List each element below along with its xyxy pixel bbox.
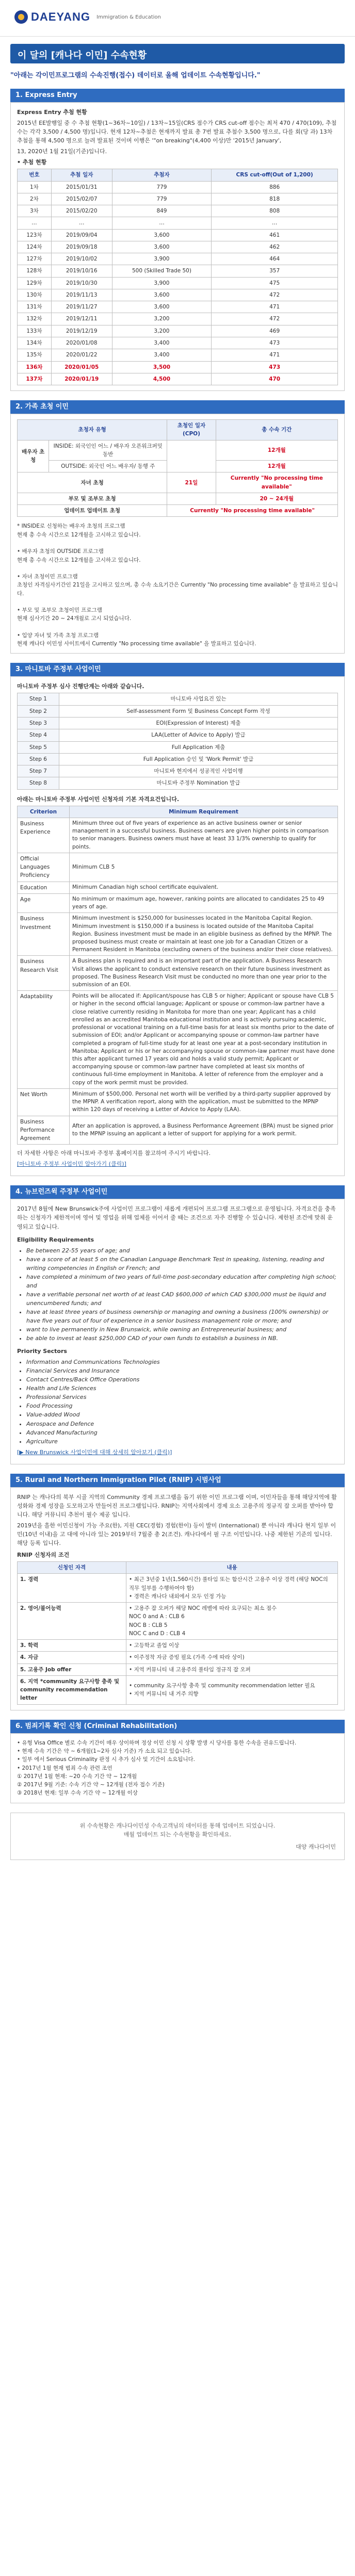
note-line: 현재 총 수속 시간으로 12개월을 고시하고 있습니다. xyxy=(17,531,141,538)
table-cell: 137차 xyxy=(18,373,52,385)
section-5-header: 5. Rural and Northern Immigration Pilot (RNIP) 시범사업 xyxy=(10,1474,345,1487)
section-2-box xyxy=(10,414,345,654)
table-cell: 3,500 xyxy=(112,361,212,373)
table-header: 초청인 일자(CPO) xyxy=(167,420,216,441)
table-cell: 127차 xyxy=(18,253,52,265)
step-row xyxy=(18,718,338,729)
table-cell: 2019/10/16 xyxy=(51,265,112,277)
table-row xyxy=(18,241,338,253)
section-5-intro-2: 2019년을 흘한 이민신청이 가능 주요(한), 지원 CEC(경험) 경험(한이) 등이 발미 (International) 뿐 아니라 캐나다 현지 일부 이민(10년 이내)을 고 대에 아니라 있는 2019부터 7월중 총 2(조건). 캐나다에서 필 구조 이민입니다. 나중 제한된 기준의 입니다. 해당 등록 입니다. xyxy=(17,1522,336,1546)
table-cell: 20 ~ 24개월 xyxy=(216,493,337,504)
rnip-detail: • 이주정착 자금 증빙 필요 (가족 수에 따라 상이) xyxy=(126,1652,338,1664)
table-cell: 886 xyxy=(212,181,338,193)
requirement-criterion: Official Languages Proficiency xyxy=(18,853,70,882)
table-header: 추첨 일자 xyxy=(51,169,112,181)
step-text: 마니토바 사업요건 있는 xyxy=(59,693,338,705)
table-row xyxy=(18,440,338,461)
table-header: 내용 xyxy=(126,1562,338,1574)
table-cell: 130차 xyxy=(18,289,52,301)
step-label: Step 4 xyxy=(18,729,59,741)
priority-item: • Food Processing xyxy=(26,1401,338,1410)
manitoba-steps-table xyxy=(17,693,338,789)
note-line: * INSIDE로 신청하는 배우자 초청의 프로그램 xyxy=(17,523,125,530)
table-row xyxy=(18,181,338,193)
step-label: Step 8 xyxy=(18,777,59,789)
note-line: • 부모 및 조부모 초청이민 프로그램 xyxy=(17,607,102,614)
step-row xyxy=(18,693,338,705)
footer-line-3: 대양 캐나다이민 xyxy=(296,1843,336,1850)
table-cell: 배우자 초청 xyxy=(18,440,49,472)
section-6-header: 6. 범죄기록 확인 신청 (Criminal Rehabilitation) xyxy=(10,1720,345,1733)
table-cell: 779 xyxy=(112,193,212,205)
criminal-line: • 현재 수속 기간은 약 ~ 6개월(1~2차 심사 기준) 가 소요 되고 있습니다. xyxy=(17,1748,192,1755)
rnip-table xyxy=(17,1561,338,1705)
table-row xyxy=(18,265,338,277)
table-cell xyxy=(167,440,216,472)
requirement-row xyxy=(18,1088,338,1116)
table-row xyxy=(18,313,338,325)
table-cell: 473 xyxy=(212,361,338,373)
section-1-desc: 2015년 EE발행일 중 수 추첨 현황(1~36차~10일) / 13차~15일(CRS 점수가 CRS cut-off 점수는 최저 470 / 470(109), 추첨 수는 각각 3,500 / 4,500 명)입니다. 현재 12차~추첨은 현재까지 발표 총 7번 발표 추첨수 3,500 명으로, 다를 회(당 과) 13차 추첨을 통해 4,500 명으로 늘려 발표된 것이며 이행은 '"on breaking"(4,400 이상)만 '2015년 January', xyxy=(17,120,337,144)
table-cell: 3,200 xyxy=(112,313,212,325)
table-cell: 2015/02/07 xyxy=(51,193,112,205)
table-header: Criterion xyxy=(18,806,70,818)
section-4-intro: 2017년 8월에 New Brunswick주에 사업이민 프로그램이 새롭게 개편되어 프로그램 프로그램으로 운영됩니다. 자격요건을 충족하는 신청자가 제한적이며 영어 및 영업을 위해 업체를 이어서 줄 때는 조건으로 자주 진행할 수 있습니다. 제한된 조건에 맞춰 운영되고 있습니다. xyxy=(17,1205,336,1230)
note-line: • 입양 자녀 및 가족 초청 프로그램 xyxy=(17,632,99,639)
table-row xyxy=(18,253,338,265)
priority-list xyxy=(26,1358,338,1445)
section-1-header: 1. Express Entry xyxy=(10,89,345,102)
new-brunswick-link[interactable]: [▶ New Brunswick 사업이민에 대해 상세히 알아보기 (클릭)] xyxy=(17,1448,172,1456)
section-3-header: 3. 마니토바 주정부 사업이민 xyxy=(10,663,345,676)
table-row xyxy=(18,337,338,349)
step-label: Step 1 xyxy=(18,693,59,705)
rnip-detail: • 지역 커뮤니티 내 고용주의 풀타임 정규직 잡 오퍼 xyxy=(126,1664,338,1675)
table-cell: 4,500 xyxy=(112,373,212,385)
table-cell: 124차 xyxy=(18,241,52,253)
eligibility-item: • Be between 22-55 years of age; and xyxy=(26,1246,338,1255)
section-3-req-intro: 아래는 마니토바 주정부 사업이민 신청자의 기본 자격요건입니다. xyxy=(17,795,180,803)
section-1-box xyxy=(10,102,345,391)
note-line: • 배우자 초청의 OUTSIDE 프로그램 xyxy=(17,548,104,555)
requirement-criterion: Net Worth xyxy=(18,1088,70,1116)
rnip-detail: • community 요구사항 충족 및 community recommendation letter 필요 • 지역 커뮤니티 내 거주 의향 xyxy=(126,1675,338,1704)
requirement-detail: No minimum or maximum age, however, ranking points are allocated to candidates 25 to 49 years of age. xyxy=(70,893,338,912)
step-text: Full Application 승인 및 'Work Permit' 발급 xyxy=(59,753,338,765)
table-cell: 3,600 xyxy=(112,241,212,253)
requirement-row xyxy=(18,956,338,991)
manitoba-requirements-table xyxy=(17,806,338,1145)
requirement-detail: After an application is approved, a Business Performance Agreement (BPA) must be signed prior to the MPNP issuing an applicant a letter of support for applying for a work permit. xyxy=(70,1116,338,1145)
section-3-link-note: 더 자세한 사항은 아래 마니토바 주정부 홈페이지를 참고하여 주시기 바랍니다. xyxy=(17,1150,211,1157)
step-text: LAA(Letter of Advice to Apply) 발급 xyxy=(59,729,338,741)
table-cell: 808 xyxy=(212,205,338,217)
table-cell: 2019/10/02 xyxy=(51,253,112,265)
table-header: 총 수속 기간 xyxy=(216,420,337,441)
requirement-detail: Minimum of $500,000. Personal net worth will be verified by a third-party supplier approved by the MPNP. A verification report, along with the application, must be submitted to the MPNP within 120 days of receiving a Letter of Advice to Apply (LAA). xyxy=(70,1088,338,1116)
table-cell: 3,900 xyxy=(112,253,212,265)
rnip-criterion: 4. 자금 xyxy=(18,1652,126,1664)
step-text: Full Application 제출 xyxy=(59,741,338,753)
priority-item: • Advanced Manufacturing xyxy=(26,1428,338,1437)
requirement-detail: Minimum Canadian high school certificate equivalent. xyxy=(70,882,338,893)
criminal-line: ③ 2018년 현재: 일부 수속 기간 약 ~ 12개월 이상 xyxy=(17,1790,138,1797)
table-cell: 357 xyxy=(212,265,338,277)
eligibility-item: • have a score of at least 5 on the Canadian Language Benchmark Test in speaking, listening, reading and writing competencies in English or French; and xyxy=(26,1255,338,1273)
step-label: Step 7 xyxy=(18,765,59,777)
table-row xyxy=(18,361,338,373)
table-cell: 131차 xyxy=(18,301,52,313)
table-cell: 21일 xyxy=(167,472,216,493)
table-cell: 123차 xyxy=(18,229,52,241)
header xyxy=(0,0,355,37)
section-2-notes xyxy=(17,522,338,648)
table-cell: 136차 xyxy=(18,361,52,373)
table-header: 신청인 자격 xyxy=(18,1562,126,1574)
table-row xyxy=(18,217,338,229)
table-cell: 3,900 xyxy=(112,277,212,289)
table-cell: 3,400 xyxy=(112,349,212,361)
table-row xyxy=(18,229,338,241)
table-cell: 475 xyxy=(212,277,338,289)
priority-item: • Health and Life Sciences xyxy=(26,1384,338,1393)
criminal-line: • 일부 에서 Serious Criminality 판정 시 추가 심사 및 기간이 소요됩니다. xyxy=(17,1756,195,1763)
table-header: 추첨자 xyxy=(112,169,212,181)
note-line: 현재 총 수속 시간으로 12개월을 고시하고 있습니다. xyxy=(17,557,141,563)
step-row xyxy=(18,777,338,789)
table-cell: 2019/12/11 xyxy=(51,313,112,325)
requirement-row xyxy=(18,882,338,893)
table-cell: 471 xyxy=(212,301,338,313)
requirement-criterion: Age xyxy=(18,893,70,912)
table-row xyxy=(18,349,338,361)
footer-line-1: 위 수속현황은 캐나다이민성 수속고객님의 데이터를 통해 업데이트 되었습니다. xyxy=(79,1822,276,1829)
table-cell: OUTSIDE: 외국인 어느 배우자/ 동행 주 xyxy=(49,461,167,472)
requirement-row xyxy=(18,893,338,912)
table-cell: 133차 xyxy=(18,325,52,337)
table-cell: 461 xyxy=(212,229,338,241)
requirement-detail: A Business plan is required and is an important part of the application. A Business Research Visit allows the applicant to conduct extensive research on their future business investment as proposed. The Business Research Visit must be conducted no more than one year prior to the submission of an EOI. xyxy=(70,956,338,991)
requirement-row xyxy=(18,1116,338,1145)
table-cell: 3,600 xyxy=(112,229,212,241)
note-line xyxy=(17,598,338,606)
table-cell: 2015/02/20 xyxy=(51,205,112,217)
requirement-detail: Minimum three out of five years of experience as an active business owner or senior management in a successful business. Business owners are given higher points in comparison to senior managers. Business owners must have at least 33 1/3% ownership to qualify for points. xyxy=(70,818,338,853)
section-1-table-caption: • 추첨 현황 xyxy=(17,159,47,166)
page-title: 이 달의 [캐나다 이민] 수속현황 xyxy=(18,50,147,61)
requirement-criterion: Business Experience xyxy=(18,818,70,853)
table-cell: 2019/10/30 xyxy=(51,277,112,289)
table-cell: 3,200 xyxy=(112,325,212,337)
rnip-criterion: 2. 영어/불어능력 xyxy=(18,1603,126,1640)
table-header: Minimum Requirement xyxy=(70,806,338,818)
eligibility-item: • be able to invest at least $250,000 CAD of your own funds to establish a business in NB. xyxy=(26,1334,338,1343)
table-cell: 849 xyxy=(112,205,212,217)
table-cell: 자녀 초청 xyxy=(18,472,167,493)
section-3-box xyxy=(10,676,345,1176)
table-cell: 2019/09/18 xyxy=(51,241,112,253)
section-6-box xyxy=(10,1733,345,1803)
logo-text: DAEYANG xyxy=(31,10,90,23)
table-row xyxy=(18,472,338,493)
requirement-detail: Minimum CLB 5 xyxy=(70,853,338,882)
table-cell: Currently "No processing time available" xyxy=(216,472,337,493)
priority-item: • Aerospace and Defence xyxy=(26,1420,338,1428)
step-label: Step 3 xyxy=(18,718,59,729)
rnip-criterion: 6. 지역 *community 요구사항 충족 및 community recommendation letter xyxy=(18,1675,126,1704)
table-cell: 464 xyxy=(212,253,338,265)
section-4-box xyxy=(10,1199,345,1464)
note-line: 현재 캐나다 이민성 사이트에서 Currently "No processing time available" 을 발표하고 있습니다. xyxy=(17,641,256,647)
footer-line-2: 매월 업데이트 되는 수속현황을 확인하세요. xyxy=(123,1831,232,1838)
table-cell: 135차 xyxy=(18,349,52,361)
section-4-header: 4. 뉴브런즈윅 주정부 사업이민 xyxy=(10,1185,345,1199)
table-row xyxy=(18,277,338,289)
table-cell: 2020/01/08 xyxy=(51,337,112,349)
table-row xyxy=(18,1574,338,1603)
table-cell: 779 xyxy=(112,181,212,193)
section-1-desc-2: 13, 2020년 1월 21일(기준)입니다. xyxy=(17,148,107,155)
rnip-criterion: 5. 고용주 Job offer xyxy=(18,1664,126,1675)
table-row xyxy=(18,193,338,205)
requirement-row xyxy=(18,818,338,853)
table-cell: 462 xyxy=(212,241,338,253)
hero-banner xyxy=(10,44,345,63)
table-cell: INSIDE: 외국인인 어느 / 배우자 오픈워크퍼밋 동반 xyxy=(49,440,167,461)
table-cell: 3,600 xyxy=(112,289,212,301)
table-cell: 3,400 xyxy=(112,337,212,349)
eligibility-title: Eligibility Requirements xyxy=(17,1236,94,1243)
priority-item: • Contact Centres/Back Office Operations xyxy=(26,1375,338,1384)
logo-subtitle: Immigration & Education xyxy=(96,14,161,20)
table-row xyxy=(18,1652,338,1664)
table-cell: 128차 xyxy=(18,265,52,277)
table-cell: … xyxy=(51,217,112,229)
logo-mark-icon xyxy=(14,10,28,24)
table-cell: 12개월 xyxy=(216,440,337,461)
note-line xyxy=(17,564,338,573)
table-cell: 132차 xyxy=(18,313,52,325)
priority-item: • Financial Services and Insurance xyxy=(26,1366,338,1375)
table-cell: 2020/01/19 xyxy=(51,373,112,385)
note-line: 초청인 자격심사기간인 21일을 고시하고 있으며, 총 수속 소요기간은 Currently "No processing time available" 을 발표하고 있습니다. xyxy=(17,582,338,597)
family-sponsorship-table xyxy=(17,419,338,517)
table-cell: 471 xyxy=(212,349,338,361)
table-cell: 2019/11/13 xyxy=(51,289,112,301)
criminal-line: ① 2017년 1월 현재: ~20 수속 기간 약 ~ 12개월 xyxy=(17,1773,137,1780)
footer-box xyxy=(10,1813,345,1861)
table-cell: 818 xyxy=(212,193,338,205)
table-cell: 3차 xyxy=(18,205,52,217)
table-row xyxy=(18,373,338,385)
note-line xyxy=(17,539,338,547)
eligibility-list xyxy=(26,1246,338,1343)
step-label: Step 6 xyxy=(18,753,59,765)
step-label: Step 5 xyxy=(18,741,59,753)
step-row xyxy=(18,753,338,765)
criminal-line: ② 2017년 9월 기준: 수속 기간 약 ~ 12개월 (전자 접수 기준) xyxy=(17,1782,165,1788)
step-text: 마니토바 주정부 Nomination 발급 xyxy=(59,777,338,789)
table-row xyxy=(18,493,338,504)
table-cell: 129차 xyxy=(18,277,52,289)
table-cell: 134차 xyxy=(18,337,52,349)
priority-item: • Information and Communications Technologies xyxy=(26,1358,338,1366)
table-cell: 2020/01/05 xyxy=(51,361,112,373)
step-row xyxy=(18,705,338,717)
rnip-criterion: 1. 경력 xyxy=(18,1574,126,1603)
rnip-criterion: 3. 학력 xyxy=(18,1640,126,1652)
manitoba-link[interactable]: [마니토바 주정부 사업이민 알아가기 (클릭)] xyxy=(17,1161,126,1168)
table-header: 번호 xyxy=(18,169,52,181)
step-text: Self-assessment Form 및 Business Concept Form 작성 xyxy=(59,705,338,717)
priority-item: • Value-added Wood xyxy=(26,1410,338,1419)
requirement-criterion: Adaptability xyxy=(18,991,70,1089)
eligibility-item: • have at least three years of business ownership or managing and owning a business (100% ownership) or have five years out of four of experience in a senior business management role or more; and xyxy=(26,1308,338,1325)
table-cell: 12개월 xyxy=(216,461,337,472)
table-header: 초청자 유형 xyxy=(18,420,167,441)
table-cell: 2019/11/27 xyxy=(51,301,112,313)
requirement-row xyxy=(18,853,338,882)
table-cell: … xyxy=(112,217,212,229)
section-5-intro: RNIP 는 캐나다의 북부 시골 지역의 Community 경제 프로그램을 돕기 위한 이민 프로그램 이며, 이민자들을 통해 해당지역에 활성화와 경제 성장을 도모하고자 만들어진 프로그램입니다. RNIP는 지역사회에서 경제 요소 고용주의 정규직 잡 오퍼를 받아야 합니다. 해당 커뮤니티 추천이 필수 제공 입니다. xyxy=(17,1493,337,1518)
note-line: 현재 심사기간 20 ~ 24개월로 고시 되었습니다. xyxy=(17,615,132,622)
table-cell: … xyxy=(18,217,52,229)
criminal-line: • 2017년 1월 현재 범죄 수속 관련 조언 xyxy=(17,1765,112,1771)
step-text: EOI(Expression of Interest) 제출 xyxy=(59,718,338,729)
requirement-criterion: Business Investment xyxy=(18,913,70,956)
table-cell: 470 xyxy=(212,373,338,385)
section-5-table-caption: RNIP 신청자의 조건 xyxy=(17,1551,70,1558)
note-line xyxy=(17,623,338,631)
criminal-line: • 유형 Visa Office 별로 수속 기간이 매우 상이하며 정상 이민 신청 시 상황 발생 시 당사를 통한 수속을 권유드립니다. xyxy=(17,1739,297,1746)
table-cell: 2020/01/22 xyxy=(51,349,112,361)
eligibility-item: • have completed a minimum of two years of full-time post-secondary education after completing high school; and xyxy=(26,1273,338,1290)
table-row xyxy=(18,301,338,313)
table-cell: 업데이트 업데이트 초청 xyxy=(18,505,167,517)
table-cell: 469 xyxy=(212,325,338,337)
section-3-subhead: 마니토바 주정부 심사 진행단계는 아래와 같습니다. xyxy=(17,683,144,690)
eligibility-item: • have a verifiable personal net worth of at least CAD $600,000 of which CAD $300,000 must be liquid and unencumbered funds; and xyxy=(26,1290,338,1308)
step-row xyxy=(18,729,338,741)
requirement-detail: Points will be allocated if: Applicant/spouse has CLB 5 or higher; Applicant or spouse have CLB 5 or higher in the second official language; Applicant or spouse or common-law partner have a close relative currently residing in Manitoba for more than one year; Applicant has a child enrolled as an accredited Manitoba educational institution and is actively pursuing academic, professional or vocational training on a full-time basis for at least six months prior to the date of submission of EOI; and/or Applicant or accompanying spouse or common-law partner have completed a program of full-time study for at least one year at a post-secondary institution in Manitoba; Applicant or his or her accompanying spouse or common-law partner must have done this after applicant turned 17 years old and holds a valid study permit; Applicant or accompanying spouse or common-law partner have completed at least six months of continuous full-time employment in Manitoba. A letter of reference from the employer and a copy of the work permit must be provided. xyxy=(70,991,338,1089)
table-cell: 2015/01/31 xyxy=(51,181,112,193)
requirement-criterion: Education xyxy=(18,882,70,893)
table-row xyxy=(18,1664,338,1675)
eligibility-item: • want to live permanently in New Brunswick, while owning an Entrepreneurial business; and xyxy=(26,1325,338,1334)
step-row xyxy=(18,765,338,777)
requirement-detail: Minimum investment is $250,000 for businesses located in the Manitoba Capital Region. Minimum investment is $150,000 if a business is located outside of the Manitoba Capital Region. Business investment must be made in an eligible business as defined by the MPNP. The proposed business must create or maintain at least one job for a Canadian Citizen or a Permanent Resident in Manitoba (excluding owners of the business and/or their close relatives). xyxy=(70,913,338,956)
table-cell: 3,600 xyxy=(112,301,212,313)
table-row xyxy=(18,505,338,517)
priority-item: • Agriculture xyxy=(26,1437,338,1446)
table-row xyxy=(18,325,338,337)
express-entry-table xyxy=(17,169,338,385)
rnip-detail: • 고용주 잡 오퍼가 해당 NOC 레벨에 따라 요구되는 최소 점수 NOC 0 and A : CLB 6 NOC B : CLB 5 NOC C and D : CLB 4 xyxy=(126,1603,338,1640)
table-cell: 2019/12/19 xyxy=(51,325,112,337)
table-cell: 472 xyxy=(212,289,338,301)
section-2-header: 2. 가족 초청 이민 xyxy=(10,400,345,414)
table-cell: 1차 xyxy=(18,181,52,193)
table-cell: 473 xyxy=(212,337,338,349)
requirement-row xyxy=(18,913,338,956)
note-line: • 자녀 초청이민 프로그램 xyxy=(17,574,78,580)
section-5-box xyxy=(10,1487,345,1710)
step-text: 마니토바 현지에서 성공적인 사업이행 xyxy=(59,765,338,777)
requirement-criterion: Business Research Visit xyxy=(18,956,70,991)
priority-title: Priority Sectors xyxy=(17,1348,67,1355)
table-row xyxy=(18,1603,338,1640)
table-cell: 472 xyxy=(212,313,338,325)
table-cell: 500 (Skilled Trade 50) xyxy=(112,265,212,277)
table-cell: 2019/09/04 xyxy=(51,229,112,241)
rnip-detail: • 최근 3년중 1년(1,560시간) 풀타임 또는 합산시간 고용주 이상 경력 (해당 NOC의 직무 일부를 수행하여야 함) • 경력은 캐나다 내외에서 모두 인정 가능 xyxy=(126,1574,338,1603)
rnip-detail: • 고등학교 졸업 이상 xyxy=(126,1640,338,1652)
table-cell: … xyxy=(212,217,338,229)
table-cell: 2차 xyxy=(18,193,52,205)
step-label: Step 2 xyxy=(18,705,59,717)
step-row xyxy=(18,741,338,753)
priority-item: • Professional Services xyxy=(26,1393,338,1401)
table-row xyxy=(18,1640,338,1652)
table-row xyxy=(18,1675,338,1704)
table-row xyxy=(18,289,338,301)
requirement-row xyxy=(18,991,338,1089)
table-cell: 부모 및 조부모 초청 xyxy=(18,493,167,504)
table-header: CRS cut-off(Out of 1,200) xyxy=(212,169,338,181)
table-cell: Currently "No processing time available" xyxy=(167,505,338,517)
requirement-criterion: Business Performance Agreement xyxy=(18,1116,70,1145)
table-row xyxy=(18,205,338,217)
section-1-subhead: Express Entry 추첨 현황 xyxy=(17,109,87,116)
logo[interactable] xyxy=(14,10,161,24)
table-cell xyxy=(167,493,216,504)
hero-quote: "아래는 각이민프로그램의 수속진행(접수) 데이터로 올해 업데이트 수속현황입니다." xyxy=(10,72,261,79)
